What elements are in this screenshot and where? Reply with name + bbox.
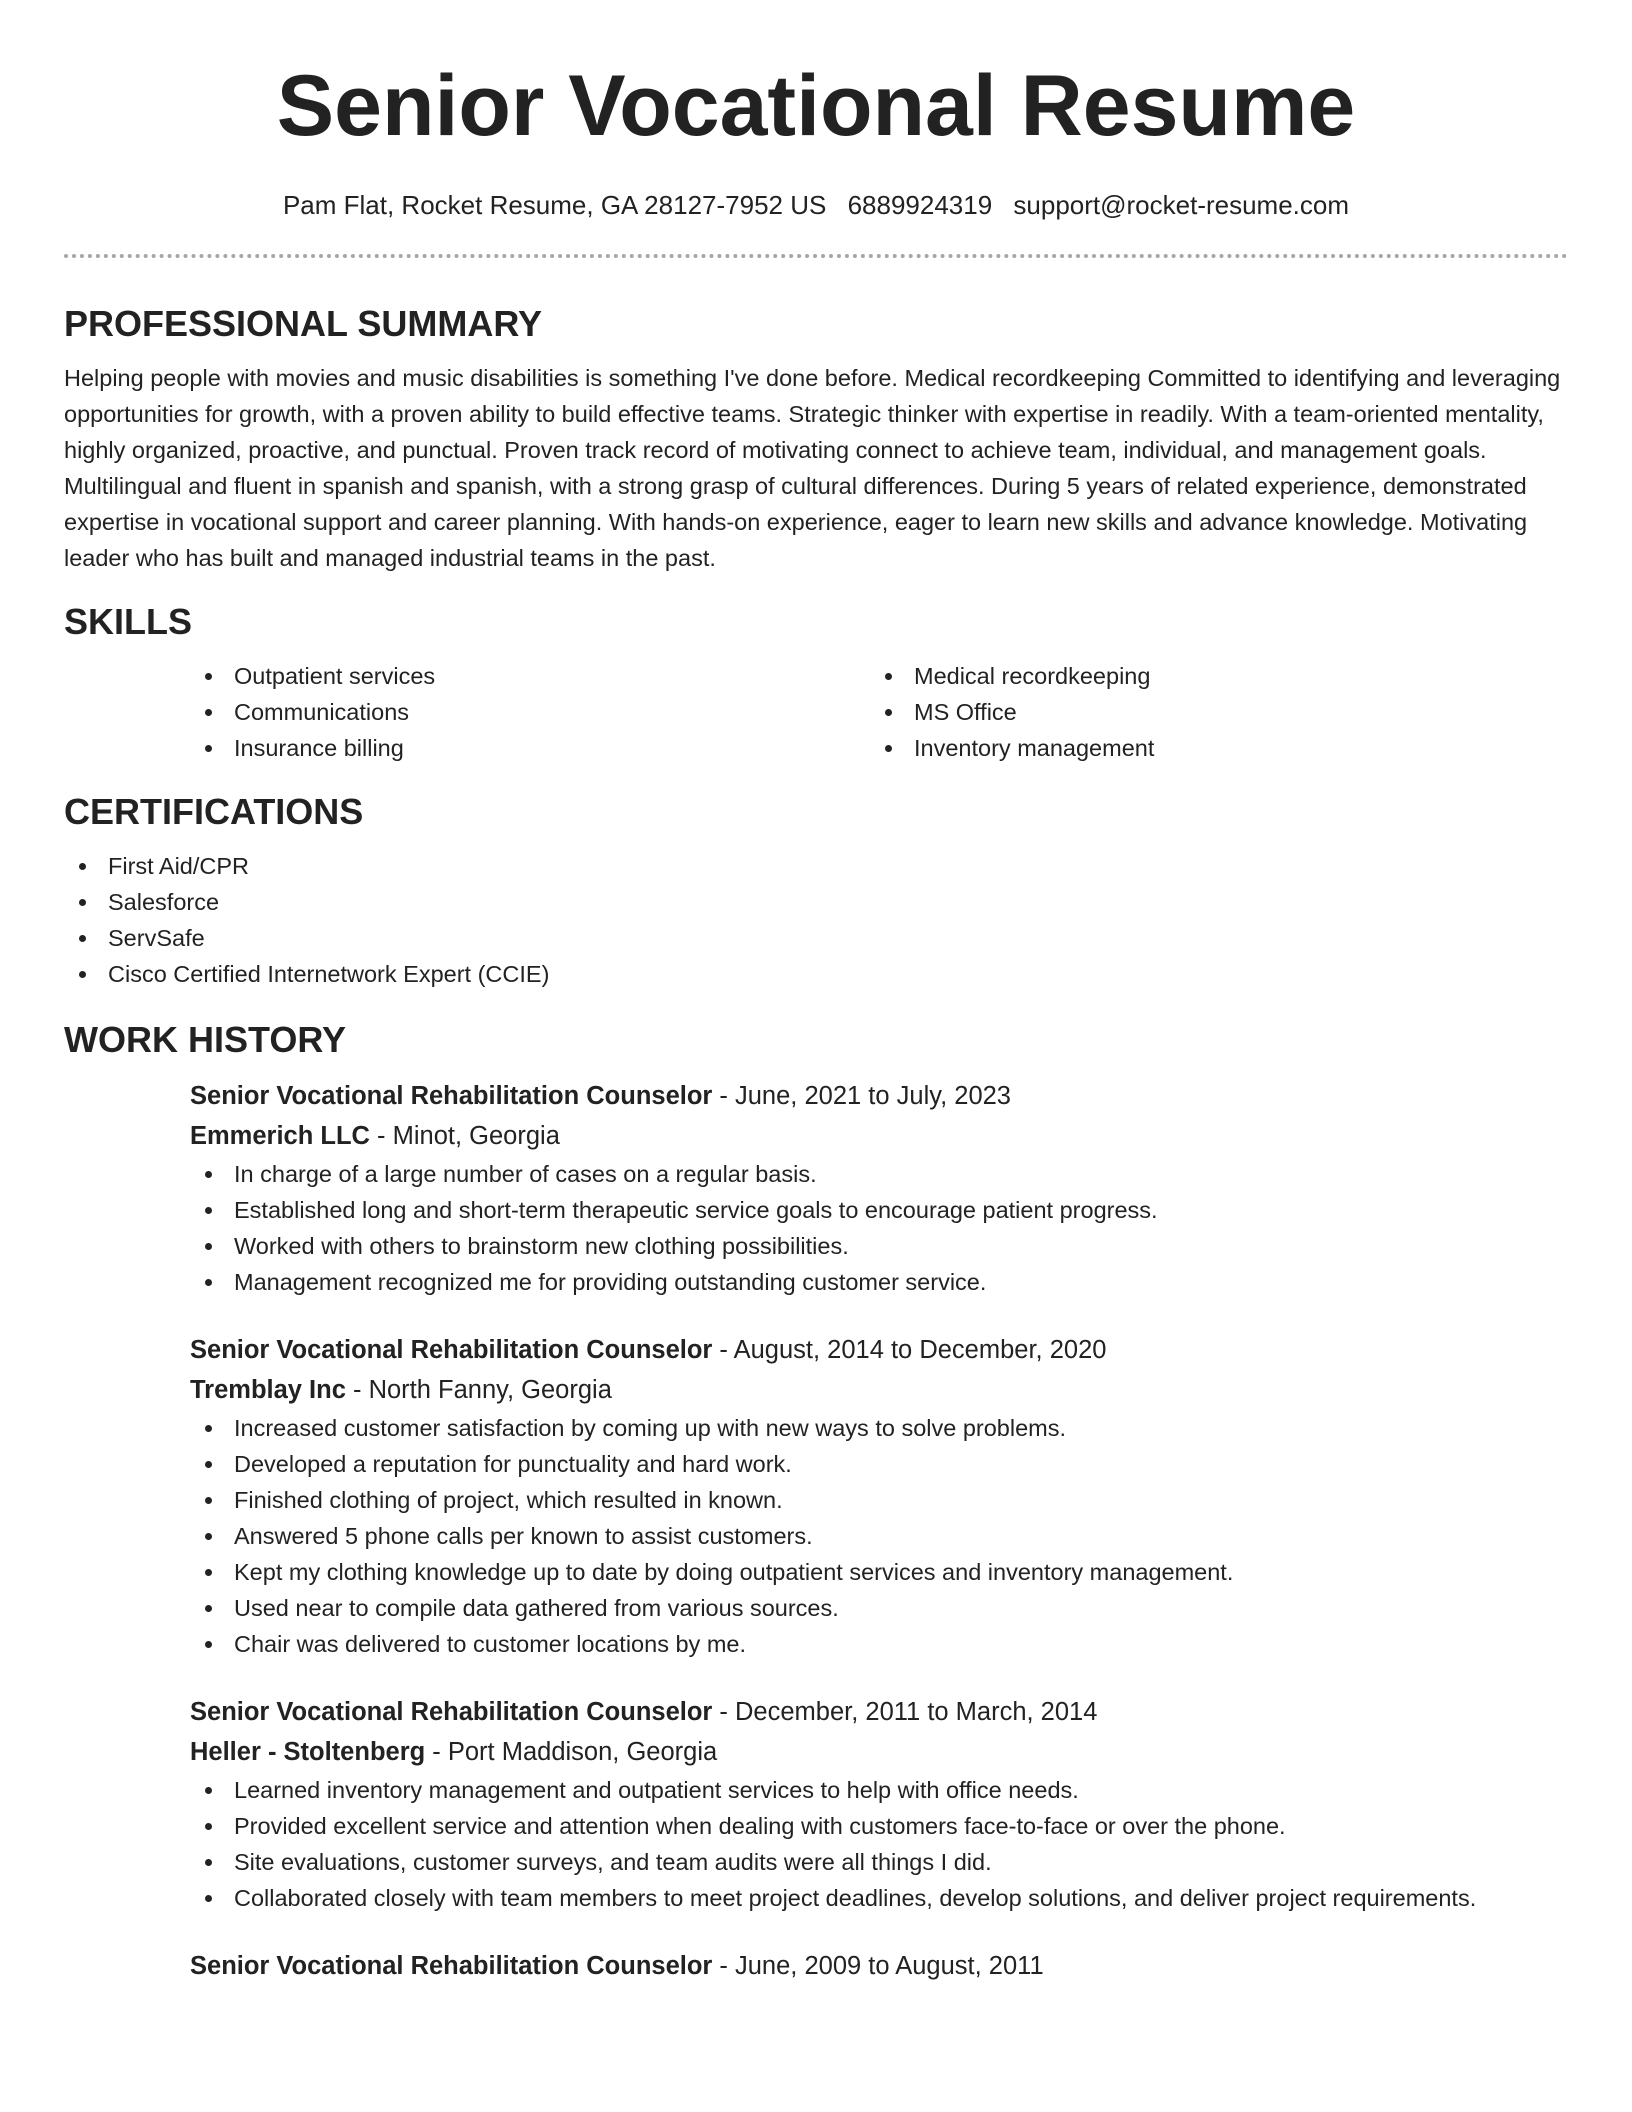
certification-item: First Aid/CPR bbox=[64, 848, 1568, 884]
work-history-list bbox=[190, 1076, 1568, 1986]
job-bullet: Provided excellent service and attention when dealing with customers face-to-face or over the phone. bbox=[190, 1808, 1568, 1844]
job-location: - North Fanny, Georgia bbox=[345, 1376, 612, 1404]
job-entry bbox=[190, 1946, 1568, 1986]
contact-phone: 6889924319 bbox=[847, 190, 993, 220]
job-title: Senior Vocational Rehabilitation Counselor bbox=[190, 1336, 713, 1364]
job-bullets bbox=[190, 1410, 1568, 1662]
job-bullet: Learned inventory management and outpatient services to help with office needs. bbox=[190, 1772, 1568, 1808]
job-entry bbox=[190, 1076, 1568, 1300]
contact-address: Pam Flat, Rocket Resume, GA 28127-7952 US bbox=[282, 190, 827, 220]
skill-item: Insurance billing bbox=[190, 730, 870, 766]
job-company: Heller - Stoltenberg bbox=[190, 1738, 426, 1766]
job-title: Senior Vocational Rehabilitation Counselor bbox=[190, 1082, 713, 1110]
job-entry bbox=[190, 1692, 1568, 1916]
summary-heading: PROFESSIONAL SUMMARY bbox=[64, 303, 543, 344]
job-bullet: Finished clothing of project, which resulted in known. bbox=[190, 1482, 1568, 1518]
job-bullet: Management recognized me for providing outstanding customer service. bbox=[190, 1264, 1568, 1300]
job-dates: - June, 2009 to August, 2011 bbox=[712, 1952, 1044, 1980]
job-location: - Port Maddison, Georgia bbox=[425, 1738, 718, 1766]
header-divider bbox=[64, 254, 1568, 258]
skill-item: Outpatient services bbox=[190, 658, 870, 694]
job-bullet: In charge of a large number of cases on a regular basis. bbox=[190, 1156, 1568, 1192]
summary-text: Helping people with movies and music disabilities is something I've done before. Medical recordkeeping Committed to identifying and leveraging opportunities for growth, with a proven ability to build effective teams. Strategic thinker with expertise in readily. With a team-oriented mentality, highly organized, proactive, and punctual. Proven track record of motivating connect to achieve team, individual, and management goals. Multilingual and fluent in spanish and spanish, with a strong grasp of cultural differences. During 5 years of related experience, demonstrated expertise in vocational support and career planning. With hands-on experience, eager to learn new skills and advance knowledge. Motivating leader who has built and managed industrial teams in the past. bbox=[64, 365, 1561, 571]
certification-item: Salesforce bbox=[64, 884, 1568, 920]
certification-item: ServSafe bbox=[64, 920, 1568, 956]
skills-column-left bbox=[190, 658, 870, 766]
job-company-line bbox=[190, 1732, 1568, 1772]
job-bullet: Site evaluations, customer surveys, and team audits were all things I did. bbox=[190, 1844, 1568, 1880]
job-bullet: Developed a reputation for punctuality and hard work. bbox=[190, 1446, 1568, 1482]
job-dates: - December, 2011 to March, 2014 bbox=[712, 1698, 1098, 1726]
resume-title: Senior Vocational Resume bbox=[276, 58, 1356, 154]
job-title: Senior Vocational Rehabilitation Counselor bbox=[190, 1698, 713, 1726]
job-title-line bbox=[190, 1076, 1568, 1116]
certifications-heading: CERTIFICATIONS bbox=[64, 791, 364, 832]
certification-item: Cisco Certified Internetwork Expert (CCIE) bbox=[64, 956, 1568, 992]
job-title: Senior Vocational Rehabilitation Counselor bbox=[190, 1952, 713, 1980]
job-title-line bbox=[190, 1692, 1568, 1732]
job-company: Tremblay Inc bbox=[190, 1376, 346, 1404]
job-bullets bbox=[190, 1156, 1568, 1300]
job-dates: - June, 2021 to July, 2023 bbox=[712, 1082, 1011, 1110]
contact-email: support@rocket-resume.com bbox=[1013, 190, 1350, 220]
skill-item: Inventory management bbox=[870, 730, 1550, 766]
job-bullet: Used near to compile data gathered from various sources. bbox=[190, 1590, 1568, 1626]
job-bullet: Answered 5 phone calls per known to assist customers. bbox=[190, 1518, 1568, 1554]
skill-item: MS Office bbox=[870, 694, 1550, 730]
job-entry bbox=[190, 1330, 1568, 1662]
skills-list bbox=[190, 658, 1568, 766]
job-title-line bbox=[190, 1946, 1568, 1986]
job-company: Emmerich LLC bbox=[190, 1122, 370, 1150]
job-company-line bbox=[190, 1370, 1568, 1410]
contact-line bbox=[64, 190, 1568, 220]
skill-item: Medical recordkeeping bbox=[870, 658, 1550, 694]
job-bullet: Increased customer satisfaction by coming up with new ways to solve problems. bbox=[190, 1410, 1568, 1446]
work-history-heading: WORK HISTORY bbox=[64, 1019, 347, 1060]
job-company-line bbox=[190, 1116, 1568, 1156]
job-bullet: Kept my clothing knowledge up to date by doing outpatient services and inventory management. bbox=[190, 1554, 1568, 1590]
certifications-list bbox=[64, 848, 1568, 992]
job-dates: - August, 2014 to December, 2020 bbox=[712, 1336, 1107, 1364]
skills-column-right bbox=[870, 658, 1550, 766]
job-bullet: Established long and short-term therapeutic service goals to encourage patient progress. bbox=[190, 1192, 1568, 1228]
skills-heading: SKILLS bbox=[64, 601, 193, 642]
job-bullet: Collaborated closely with team members to meet project deadlines, develop solutions, and deliver project requirements. bbox=[190, 1880, 1568, 1916]
job-bullet: Worked with others to brainstorm new clothing possibilities. bbox=[190, 1228, 1568, 1264]
job-location: - Minot, Georgia bbox=[369, 1122, 560, 1150]
skill-item: Communications bbox=[190, 694, 870, 730]
job-title-line bbox=[190, 1330, 1568, 1370]
job-bullet: Chair was delivered to customer locations by me. bbox=[190, 1626, 1568, 1662]
job-bullets bbox=[190, 1772, 1568, 1916]
